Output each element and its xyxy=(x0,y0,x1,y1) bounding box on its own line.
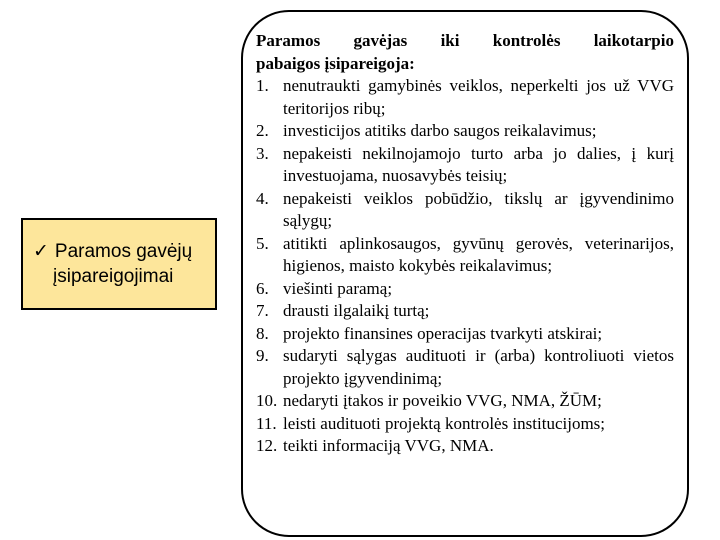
list-item-number: 9. xyxy=(256,346,269,365)
obligations-list xyxy=(256,75,674,458)
checkmark-icon: ✓ xyxy=(33,241,49,262)
list-item xyxy=(256,75,674,120)
list-item xyxy=(256,390,674,413)
list-item-number: 12. xyxy=(256,436,278,455)
list-item-text: viešinti paramą; xyxy=(283,278,393,298)
title-line-1: Paramos gavėjų xyxy=(54,241,193,262)
list-item-number: 3. xyxy=(256,143,269,163)
obligations-content xyxy=(256,30,674,458)
list-item-number: 7. xyxy=(256,301,269,320)
list-item-text: drausti ilgalaikį turtą; xyxy=(283,301,430,320)
list-item-text: nedaryti įtakos ir poveikio VVG, NMA, ŽŪM; xyxy=(283,391,602,410)
list-item-number: 4. xyxy=(256,188,269,208)
list-item xyxy=(256,143,674,188)
obligations-title-box xyxy=(21,218,217,310)
list-item-text: projekto finansines operacijas tvarkyti atskirai; xyxy=(283,323,603,343)
list-item xyxy=(256,120,674,143)
list-item-text: investicijos atitiks darbo saugos reikalavimus; xyxy=(283,121,597,140)
obligations-heading xyxy=(256,30,674,75)
list-item-number: 1. xyxy=(256,76,269,95)
list-item-text: leisti audituoti projektą kontrolės institucijoms; xyxy=(283,413,606,433)
heading-line-2: pabaigos įsipareigoja: xyxy=(256,53,415,73)
list-item-number: 11. xyxy=(256,413,277,433)
list-item-text: nenutraukti gamybinės veiklos, neperkelti jos už VVG teritorijos ribų; xyxy=(283,76,674,118)
list-item xyxy=(256,278,674,301)
title-line-2: įsipareigojimai xyxy=(53,266,174,287)
list-item-text: nepakeisti veiklos pobūdžio, tikslų ar įgyvendinimo sąlygų; xyxy=(283,188,674,230)
list-item-text: nepakeisti nekilnojamojo turto arba jo dalies, į kurį investuojama, nuosavybės teisių; xyxy=(283,143,674,185)
list-item-number: 2. xyxy=(256,121,269,140)
list-item-text: atitikti aplinkosaugos, gyvūnų gerovės, veterinarijos, higienos, maisto kokybės reikalavimus; xyxy=(283,233,674,275)
list-item-text: sudaryti sąlygas audituoti ir (arba) kontroliuoti vietos projekto įgyvendinimą; xyxy=(283,346,674,388)
list-item-number: 6. xyxy=(256,278,269,298)
list-item xyxy=(256,233,674,278)
list-item xyxy=(256,323,674,346)
list-item-number: 8. xyxy=(256,323,269,343)
list-item xyxy=(256,345,674,390)
heading-line-1: Paramos gavėjas iki kontrolės laikotarpio xyxy=(256,31,674,50)
list-item xyxy=(256,188,674,233)
list-item xyxy=(256,413,674,436)
list-item-text: teikti informaciją VVG, NMA. xyxy=(283,436,494,455)
list-item xyxy=(256,300,674,323)
title-row xyxy=(23,239,215,264)
list-item-number: 5. xyxy=(256,233,269,253)
list-item xyxy=(256,435,674,458)
list-item-number: 10. xyxy=(256,391,278,410)
